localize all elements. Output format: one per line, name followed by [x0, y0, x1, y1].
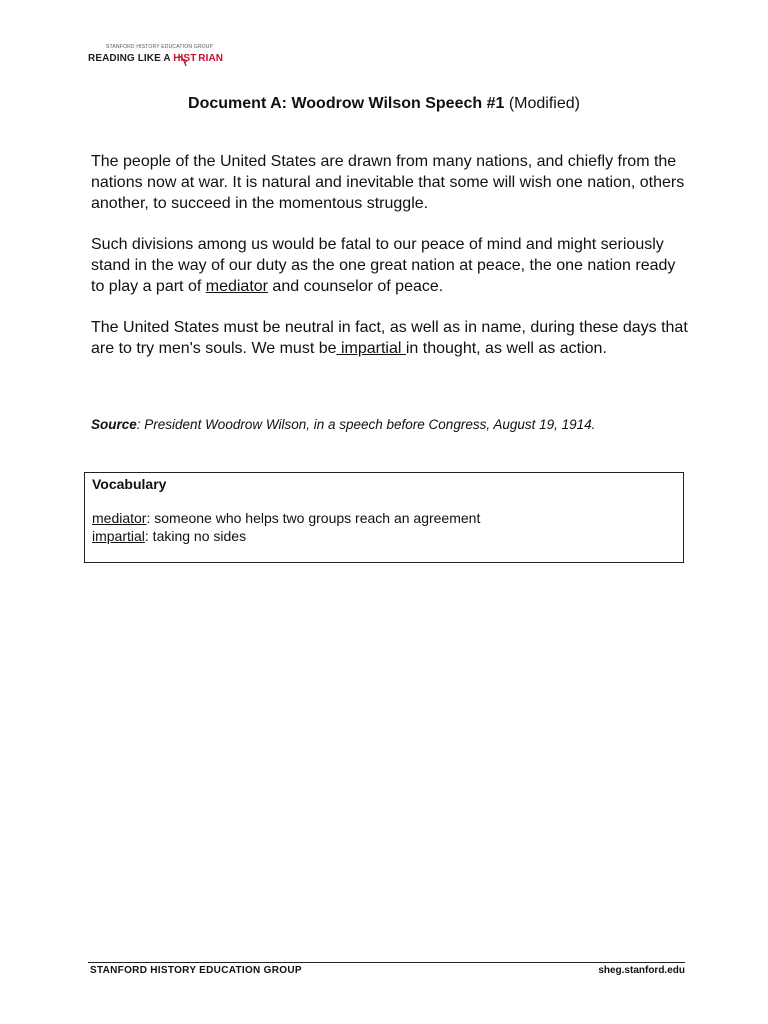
paragraph-2-text-a: Such divisions among us would be fatal to our peace of mind and might seriously stand in the way of our duty as the one great nation at peace, the one nation ready to play a part of — [91, 236, 676, 295]
logo-wordmark — [88, 53, 223, 64]
source-text: : President Woodrow Wilson, in a speech before Congress, August 19, 1914. — [136, 417, 596, 432]
title-bold: Document A: Woodrow Wilson Speech #1 — [188, 95, 505, 112]
paragraph-2 — [91, 234, 691, 297]
paragraph-3 — [91, 317, 691, 359]
logo — [88, 44, 228, 70]
vocabulary-term: mediator — [92, 510, 147, 526]
logo-subtitle: STANFORD HISTORY EDUCATION GROUP — [106, 44, 214, 50]
vocabulary-item — [92, 528, 246, 544]
logo-text-red-1: HIST — [173, 53, 197, 64]
footer-website: sheg.stanford.edu — [598, 965, 685, 976]
vocabulary-box — [84, 472, 684, 563]
vocabulary-heading: Vocabulary — [92, 476, 167, 492]
term-mediator: mediator — [205, 278, 268, 295]
logo-text-red-2: RIAN — [198, 53, 224, 64]
quill-icon — [178, 54, 188, 68]
term-impartial: impartial — [336, 340, 406, 357]
vocabulary-item — [92, 510, 480, 526]
footer-divider — [88, 962, 685, 963]
paragraph-3-text-a: The United States must be neutral in fact, as well as in name, during these days that are to try men's souls. We must be — [91, 319, 688, 357]
title-modifier: (Modified) — [504, 95, 580, 112]
source-label: Source — [91, 417, 137, 432]
paragraph-1: The people of the United States are drawn from many nations, and chiefly from the nations now at war. It is natural and inevitable that some will wish one nation, others another, to succeed in the momentous struggle. — [91, 153, 685, 212]
paragraph-2-text-b: and counselor of peace. — [267, 278, 444, 295]
source-citation — [91, 417, 595, 432]
logo-text-black: READING LIKE A — [88, 53, 174, 64]
page-title — [0, 95, 768, 113]
vocabulary-definition: : taking no sides — [144, 528, 247, 544]
vocabulary-definition: : someone who helps two groups reach an agreement — [146, 510, 481, 526]
vocabulary-term: impartial — [92, 528, 145, 544]
footer-organization: STANFORD HISTORY EDUCATION GROUP — [90, 965, 302, 976]
paragraph-3-text-b: in thought, as well as action. — [405, 340, 607, 357]
